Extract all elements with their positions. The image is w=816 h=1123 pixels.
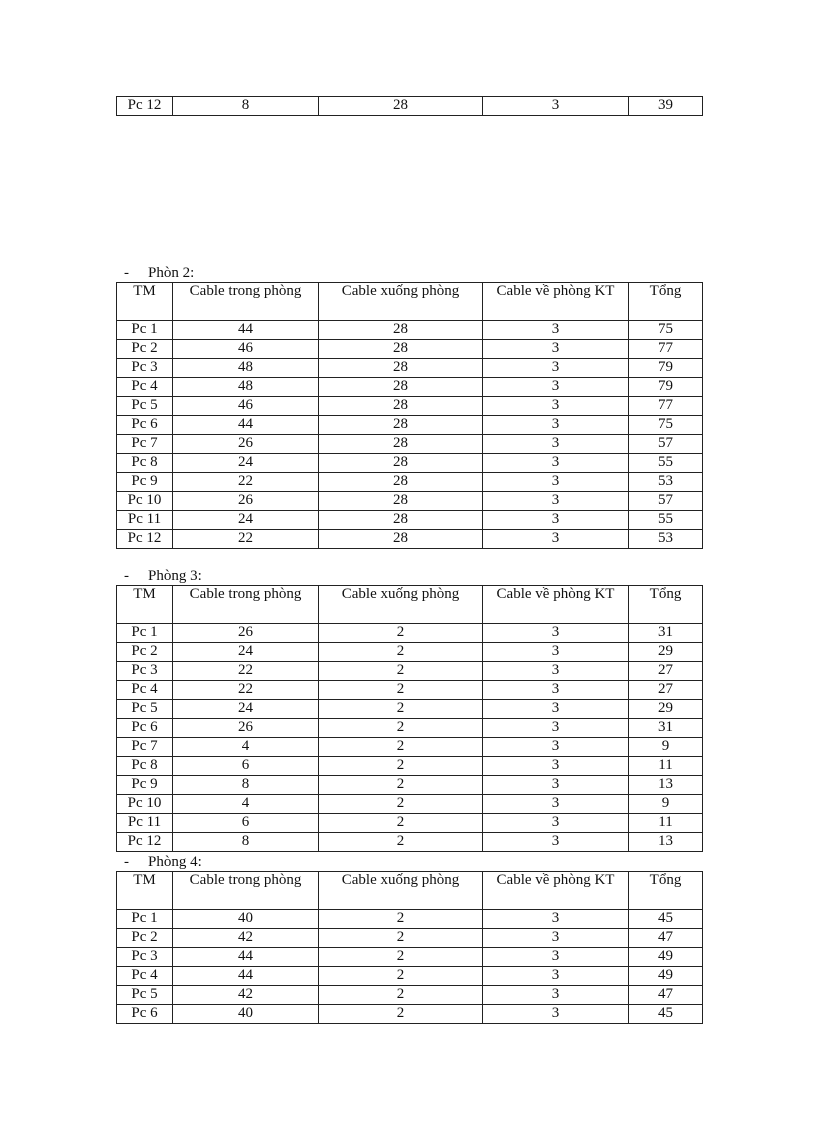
table-cell: 11: [629, 814, 703, 833]
table-cell: 28: [319, 359, 483, 378]
section-heading-phong-4: [124, 853, 202, 871]
table-cell: 2: [319, 681, 483, 700]
table-cell: 29: [629, 643, 703, 662]
table-cell: 24: [173, 643, 319, 662]
table-cell: 77: [629, 340, 703, 359]
table-cell: 3: [483, 814, 629, 833]
table-cell: 55: [629, 511, 703, 530]
table-cell: Pc 9: [117, 776, 173, 795]
table-row: [117, 97, 703, 116]
table-cell: 47: [629, 929, 703, 948]
table-header-row: [117, 586, 703, 624]
table-cell: 28: [319, 397, 483, 416]
table-cell: Pc 3: [117, 948, 173, 967]
table-row: [117, 986, 703, 1005]
table-row: [117, 454, 703, 473]
table-cell: 13: [629, 776, 703, 795]
column-header: TM: [117, 586, 173, 624]
table-row: [117, 948, 703, 967]
table-cell: 24: [173, 511, 319, 530]
table-cell: 44: [173, 416, 319, 435]
table-cell: 6: [173, 814, 319, 833]
table-row: [117, 643, 703, 662]
table-cell: 3: [483, 473, 629, 492]
column-header: Cable về phòng KT: [483, 283, 629, 321]
table-cell: 26: [173, 719, 319, 738]
table-cell: 3: [483, 910, 629, 929]
table-cell: 9: [629, 738, 703, 757]
table-cell: 47: [629, 986, 703, 1005]
table-cell: 3: [483, 340, 629, 359]
table-cell: 3: [483, 416, 629, 435]
column-header: Cable về phòng KT: [483, 586, 629, 624]
table-cell: 2: [319, 643, 483, 662]
table-cell: 2: [319, 910, 483, 929]
table-cell: 53: [629, 473, 703, 492]
table-row: [117, 814, 703, 833]
table-row: [117, 833, 703, 852]
table-cell: 45: [629, 1005, 703, 1024]
table-cell: 40: [173, 1005, 319, 1024]
table-cell: Pc 6: [117, 719, 173, 738]
table-cell: Pc 8: [117, 454, 173, 473]
table-cell: 3: [483, 757, 629, 776]
table-cell: Pc 6: [117, 1005, 173, 1024]
table-row: [117, 473, 703, 492]
table-cell: 79: [629, 378, 703, 397]
table-cell: Pc 12: [117, 97, 173, 116]
table-cell: Pc 1: [117, 321, 173, 340]
table-cell: 49: [629, 948, 703, 967]
table-cell: 28: [319, 454, 483, 473]
heading-title: Phòng 4:: [148, 854, 202, 870]
table-cell: 4: [173, 795, 319, 814]
table-cell: 44: [173, 948, 319, 967]
table-cell: 3: [483, 397, 629, 416]
table-cell: 42: [173, 986, 319, 1005]
table-cell: Pc 4: [117, 378, 173, 397]
table-cell: Pc 2: [117, 340, 173, 359]
table-cell: 49: [629, 967, 703, 986]
table-cell: 2: [319, 719, 483, 738]
table-row: [117, 1005, 703, 1024]
table-row: [117, 967, 703, 986]
table-row: [117, 681, 703, 700]
table-cell: 28: [319, 492, 483, 511]
table-cell: Pc 5: [117, 700, 173, 719]
table-row: [117, 416, 703, 435]
table-cell: 42: [173, 929, 319, 948]
table-row: [117, 910, 703, 929]
column-header: Tổng: [629, 283, 703, 321]
column-header: Cable trong phòng: [173, 586, 319, 624]
heading-dash: -: [124, 568, 129, 584]
table-cell: 40: [173, 910, 319, 929]
table-cell: 26: [173, 624, 319, 643]
table-cell: 22: [173, 473, 319, 492]
table-cell: 45: [629, 910, 703, 929]
table-phong-4-block: [116, 871, 703, 1024]
table-row: [117, 511, 703, 530]
table-row: [117, 359, 703, 378]
table-cell: 44: [173, 321, 319, 340]
table-cell: 3: [483, 986, 629, 1005]
table-cell: 28: [319, 473, 483, 492]
table-cell: 55: [629, 454, 703, 473]
table-cell: Pc 4: [117, 967, 173, 986]
table-row: [117, 378, 703, 397]
table-cell: 3: [483, 776, 629, 795]
table-cell: Pc 7: [117, 435, 173, 454]
table-cell: 2: [319, 929, 483, 948]
table-cell: 28: [319, 97, 483, 116]
table-phong-3-block: [116, 585, 703, 852]
table-row: [117, 321, 703, 340]
table-cell: 24: [173, 700, 319, 719]
table-cell: 28: [319, 416, 483, 435]
heading-dash: -: [124, 265, 129, 281]
table-row: [117, 700, 703, 719]
table-cell: 75: [629, 321, 703, 340]
table-cell: 26: [173, 492, 319, 511]
table-cell: Pc 6: [117, 416, 173, 435]
table-cell: Pc 1: [117, 910, 173, 929]
heading-title: Phòn 2:: [148, 265, 195, 281]
table-cell: Pc 2: [117, 643, 173, 662]
column-header: Cable về phòng KT: [483, 872, 629, 910]
table-cell: Pc 4: [117, 681, 173, 700]
table-cell: 2: [319, 833, 483, 852]
table-row: [117, 435, 703, 454]
table-cell: 4: [173, 738, 319, 757]
table-row: [117, 757, 703, 776]
table-cell: Pc 10: [117, 492, 173, 511]
table-cell: 8: [173, 833, 319, 852]
table-row: [117, 776, 703, 795]
table-cell: Pc 12: [117, 530, 173, 549]
table-cell: 2: [319, 700, 483, 719]
column-header: Cable xuống phòng: [319, 586, 483, 624]
table-cell: 13: [629, 833, 703, 852]
table-cell: 39: [629, 97, 703, 116]
table-cell: 2: [319, 948, 483, 967]
table-phong-2: [116, 282, 703, 549]
table-cell: 3: [483, 795, 629, 814]
table-cell: Pc 12: [117, 833, 173, 852]
table-cell: 8: [173, 97, 319, 116]
top-table-block: [116, 96, 703, 116]
table-cell: 28: [319, 340, 483, 359]
table-row: [117, 492, 703, 511]
table-cell: 44: [173, 967, 319, 986]
table-cell: 3: [483, 454, 629, 473]
table-cell: 3: [483, 662, 629, 681]
table-cell: 3: [483, 492, 629, 511]
table-cell: 3: [483, 97, 629, 116]
top-table: [116, 96, 703, 116]
table-row: [117, 795, 703, 814]
heading-title: Phòng 3:: [148, 568, 202, 584]
table-cell: 27: [629, 662, 703, 681]
table-cell: 3: [483, 511, 629, 530]
table-cell: 46: [173, 397, 319, 416]
table-cell: 3: [483, 530, 629, 549]
column-header: Cable xuống phòng: [319, 283, 483, 321]
table-cell: Pc 10: [117, 795, 173, 814]
table-cell: 2: [319, 814, 483, 833]
table-cell: 75: [629, 416, 703, 435]
table-cell: 3: [483, 1005, 629, 1024]
table-cell: 29: [629, 700, 703, 719]
section-heading-phong-2: [124, 264, 194, 282]
table-row: [117, 530, 703, 549]
table-cell: 3: [483, 833, 629, 852]
table-cell: 9: [629, 795, 703, 814]
table-cell: 57: [629, 492, 703, 511]
heading-dash: -: [124, 854, 129, 870]
table-header-row: [117, 872, 703, 910]
table-cell: 57: [629, 435, 703, 454]
table-cell: 3: [483, 359, 629, 378]
table-cell: 11: [629, 757, 703, 776]
column-header: TM: [117, 872, 173, 910]
table-cell: 2: [319, 738, 483, 757]
table-cell: Pc 11: [117, 814, 173, 833]
table-cell: 22: [173, 530, 319, 549]
table-cell: 2: [319, 1005, 483, 1024]
table-cell: Pc 1: [117, 624, 173, 643]
table-cell: Pc 3: [117, 359, 173, 378]
table-cell: 3: [483, 967, 629, 986]
table-cell: 22: [173, 662, 319, 681]
table-cell: Pc 8: [117, 757, 173, 776]
table-cell: 3: [483, 321, 629, 340]
table-row: [117, 397, 703, 416]
table-cell: Pc 7: [117, 738, 173, 757]
table-cell: 77: [629, 397, 703, 416]
table-cell: 3: [483, 643, 629, 662]
table-cell: 28: [319, 378, 483, 397]
table-cell: 2: [319, 776, 483, 795]
table-cell: 48: [173, 378, 319, 397]
column-header: TM: [117, 283, 173, 321]
table-phong-4: [116, 871, 703, 1024]
table-cell: Pc 9: [117, 473, 173, 492]
table-row: [117, 929, 703, 948]
table-cell: 31: [629, 624, 703, 643]
table-phong-3: [116, 585, 703, 852]
table-cell: Pc 5: [117, 397, 173, 416]
table-cell: 8: [173, 776, 319, 795]
table-cell: 2: [319, 795, 483, 814]
table-phong-2-block: [116, 282, 703, 549]
table-cell: 2: [319, 624, 483, 643]
table-cell: 28: [319, 530, 483, 549]
table-cell: 24: [173, 454, 319, 473]
table-cell: Pc 11: [117, 511, 173, 530]
table-row: [117, 719, 703, 738]
table-row: [117, 624, 703, 643]
table-cell: 3: [483, 700, 629, 719]
column-header: Cable xuống phòng: [319, 872, 483, 910]
table-cell: 22: [173, 681, 319, 700]
table-cell: 2: [319, 662, 483, 681]
table-cell: 2: [319, 757, 483, 776]
table-cell: 28: [319, 435, 483, 454]
table-cell: 3: [483, 378, 629, 397]
table-cell: 3: [483, 681, 629, 700]
table-cell: Pc 5: [117, 986, 173, 1005]
section-heading-phong-3: [124, 567, 202, 585]
table-cell: Pc 3: [117, 662, 173, 681]
table-cell: 31: [629, 719, 703, 738]
table-cell: 2: [319, 986, 483, 1005]
table-cell: 79: [629, 359, 703, 378]
table-row: [117, 738, 703, 757]
column-header: Cable trong phòng: [173, 872, 319, 910]
table-cell: 3: [483, 624, 629, 643]
column-header: Tổng: [629, 872, 703, 910]
table-row: [117, 340, 703, 359]
table-cell: 3: [483, 435, 629, 454]
table-cell: 28: [319, 321, 483, 340]
table-header-row: [117, 283, 703, 321]
table-cell: 28: [319, 511, 483, 530]
table-cell: 48: [173, 359, 319, 378]
table-cell: 26: [173, 435, 319, 454]
table-cell: 53: [629, 530, 703, 549]
table-cell: 46: [173, 340, 319, 359]
table-cell: 2: [319, 967, 483, 986]
table-cell: 3: [483, 738, 629, 757]
table-cell: Pc 2: [117, 929, 173, 948]
column-header: Tổng: [629, 586, 703, 624]
table-cell: 3: [483, 948, 629, 967]
table-cell: 3: [483, 719, 629, 738]
table-cell: 6: [173, 757, 319, 776]
table-cell: 27: [629, 681, 703, 700]
table-row: [117, 662, 703, 681]
column-header: Cable trong phòng: [173, 283, 319, 321]
table-cell: 3: [483, 929, 629, 948]
